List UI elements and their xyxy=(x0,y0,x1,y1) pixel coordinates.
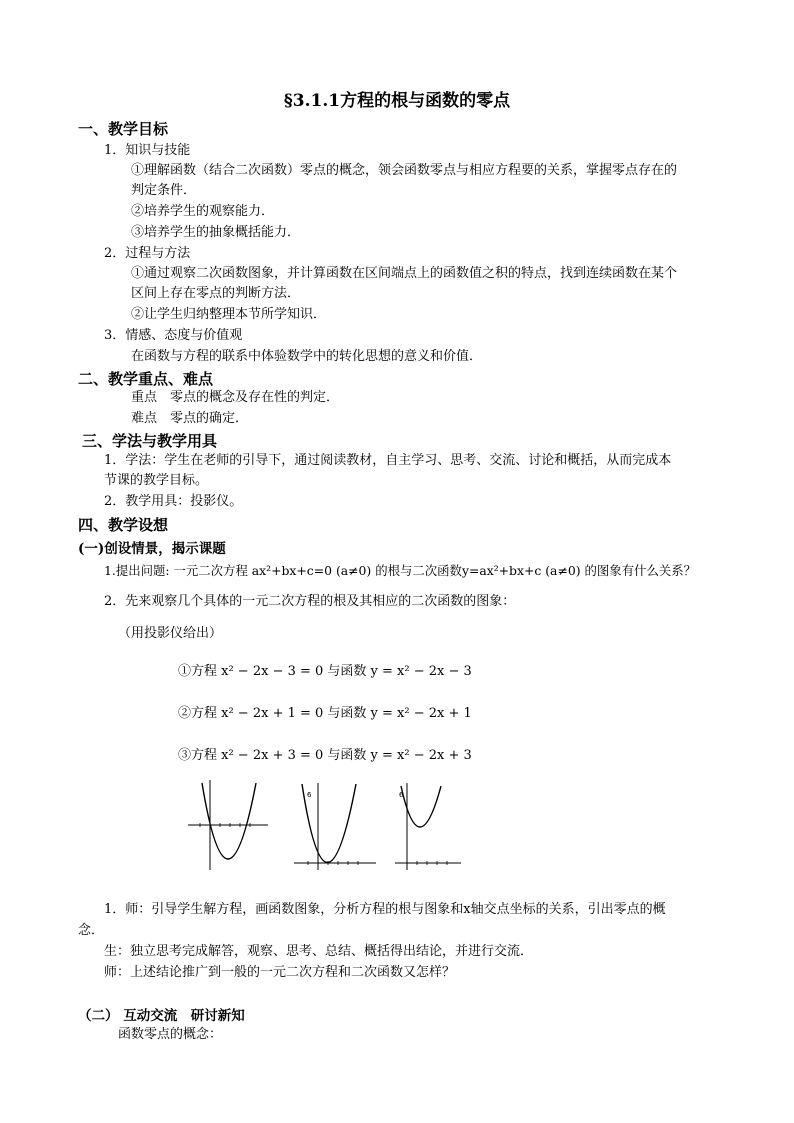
teacher-paragraph: 1．师：引导学生解方程，画函数图象，分析方程的根与图象和x轴交点坐标的关系，引出零点的概 xyxy=(104,902,666,917)
graph-3 xyxy=(393,778,463,873)
equation-2: ②方程 x² − 2x + 1 = 0 与函数 y = x² − 2x + 1 xyxy=(178,706,472,721)
s1-item-2a-cont: 区间上存在零点的判断方法． xyxy=(131,286,301,301)
s1-item-1b: ②培养学生的观察能力． xyxy=(131,204,275,219)
method-line-cont: 节课的教学目标。 xyxy=(104,473,209,488)
teacher-paragraph-cont: 念． xyxy=(78,923,105,938)
s1-item-1a-cont: 判定条件． xyxy=(131,183,197,198)
graph-1 xyxy=(180,775,275,875)
zero-concept-label: 函数零点的概念： xyxy=(118,1027,223,1042)
graph-3-tick-label: 6 xyxy=(399,791,404,799)
subsection-2-heading: （二） 互动交流 研讨新知 xyxy=(78,1008,245,1024)
graph-2-tick-label: 6 xyxy=(307,791,312,799)
graph-2 xyxy=(290,778,380,873)
s1-item-3: 3．情感、态度与价值观 xyxy=(104,328,243,343)
page-title: §3.1.1方程的根与函数的零点 xyxy=(283,91,511,111)
equation-1: ①方程 x² − 2x − 3 = 0 与函数 y = x² − 2x − 3 xyxy=(178,664,472,679)
s1-item-2b: ②让学生归纳整理本节所学知识． xyxy=(131,307,327,322)
question-2: 2．先来观察几个具体的一元二次方程的根及其相应的二次函数的图象： xyxy=(104,594,516,609)
key-point-line: 重点 零点的概念及存在性的判定． xyxy=(131,390,340,405)
teacher-question: 师：上述结论推广到一般的一元二次方程和二次函数又怎样？ xyxy=(104,965,456,980)
section-1-heading: 一、教学目标 xyxy=(78,120,169,138)
projector-note: （用投影仪给出） xyxy=(118,626,223,641)
section-3-heading: 三、学法与教学用具 xyxy=(82,432,218,450)
question-1: 1.提出问题: 一元二次方程 ax²+bx+c=0 (a≠0) 的根与二次函数y=ax²+bx+c (a≠0) 的图象有什么关系？ xyxy=(104,563,697,578)
method-line: 1．学法：学生在老师的引导下，通过阅读教材，自主学习、思考、交流、讨论和概括，从而完成本 xyxy=(104,453,672,468)
subsection-1-heading: (一)创设情景，揭示课题 xyxy=(78,541,226,557)
s1-item-1: 1．知识与技能 xyxy=(104,143,191,158)
s1-item-1c: ③培养学生的抽象概括能力． xyxy=(131,225,301,240)
difficulty-line: 难点 零点的确定． xyxy=(131,411,249,426)
section-4-heading: 四、教学设想 xyxy=(78,516,169,534)
s1-item-1a: ①理解函数（结合二次函数）零点的概念，领会函数零点与相应方程要的关系，掌握零点存在的 xyxy=(131,163,678,178)
s1-item-2: 2．过程与方法 xyxy=(104,246,191,261)
s1-item-2a: ①通过观察二次函数图象，并计算函数在区间端点上的函数值之积的特点，找到连续函数在某个 xyxy=(131,266,678,281)
student-paragraph: 生：独立思考完成解答，观察、思考、总结、概括得出结论，并进行交流． xyxy=(104,944,534,959)
section-2-heading: 二、教学重点、难点 xyxy=(78,370,214,388)
equation-3: ③方程 x² − 2x + 3 = 0 与函数 y = x² − 2x + 3 xyxy=(178,748,472,763)
s1-item-3a: 在函数与方程的联系中体验数学中的转化思想的意义和价值． xyxy=(131,349,483,364)
tools-line: 2．教学用具：投影仪。 xyxy=(104,494,243,509)
